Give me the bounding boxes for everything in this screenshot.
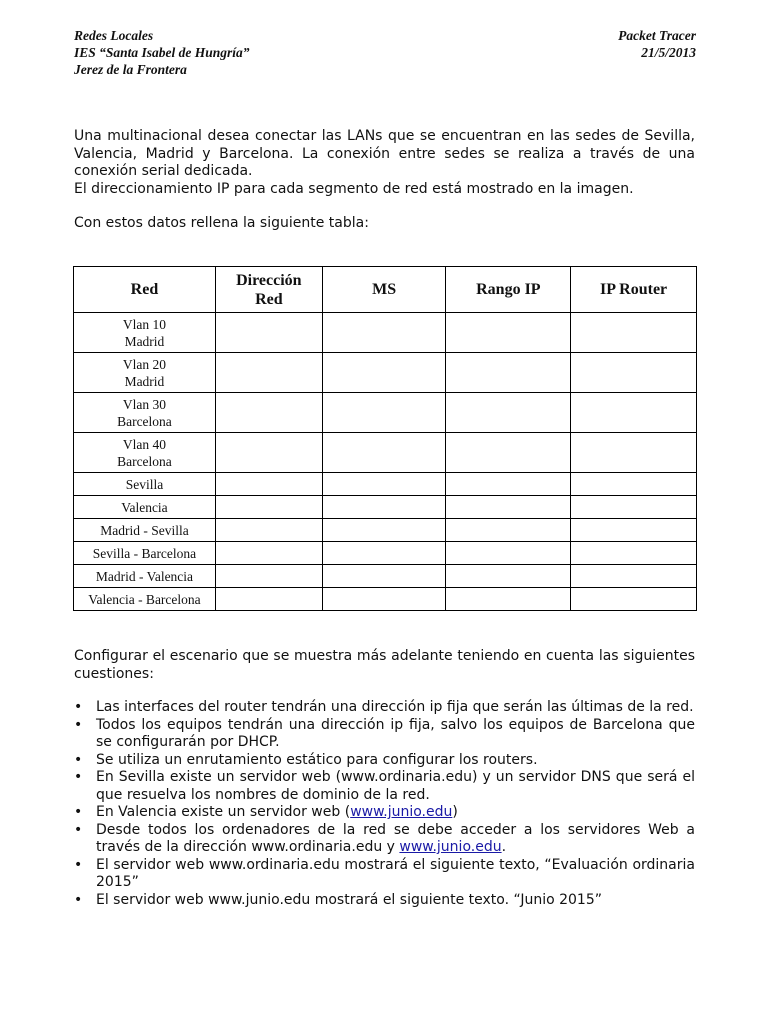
table-cell[interactable]	[446, 313, 571, 353]
table-cell[interactable]	[446, 565, 571, 588]
bullet-icon: •	[74, 716, 83, 733]
header-rango-ip: Rango IP	[446, 267, 571, 313]
list-item	[74, 891, 695, 910]
list-item	[74, 751, 695, 770]
config-section	[74, 648, 695, 908]
list-item	[74, 699, 695, 717]
table-cell[interactable]	[571, 542, 697, 565]
header-ip-router: IP Router	[571, 267, 697, 313]
row-label: Madrid - Valencia	[74, 565, 216, 588]
table-row	[74, 496, 697, 519]
bullet-icon: •	[74, 821, 83, 838]
row-label: Vlan 40 Barcelona	[74, 433, 216, 473]
junio-link[interactable]: www.junio.edu	[350, 804, 453, 820]
table-header-row	[74, 267, 697, 313]
list-item	[74, 804, 695, 822]
table-cell[interactable]	[571, 519, 697, 542]
table-cell[interactable]	[322, 433, 446, 473]
table-cell[interactable]	[446, 393, 571, 433]
requirements-list	[74, 699, 695, 909]
table-cell[interactable]	[571, 313, 697, 353]
course-name: Redes Locales	[74, 28, 154, 43]
list-item	[74, 716, 695, 752]
table-row	[74, 433, 697, 473]
list-item-text: El servidor web www.junio.edu mostrará el siguiente texto. “Junio 2015”	[96, 891, 602, 908]
table-cell[interactable]	[446, 353, 571, 393]
table-cell[interactable]	[215, 542, 322, 565]
table-cell[interactable]	[571, 433, 697, 473]
table-cell[interactable]	[215, 565, 322, 588]
intro-section	[74, 128, 695, 233]
table-cell[interactable]	[322, 393, 446, 433]
table-cell[interactable]	[571, 393, 697, 433]
list-item-text: En Valencia existe un servidor web (	[96, 804, 351, 820]
table-cell[interactable]	[446, 433, 571, 473]
table-cell[interactable]	[446, 588, 571, 611]
table-cell[interactable]	[322, 565, 446, 588]
table-cell[interactable]	[571, 496, 697, 519]
header-direccion-red: Dirección Red	[215, 267, 322, 313]
table-cell[interactable]	[215, 433, 322, 473]
document-header	[74, 27, 696, 78]
row-label: Vlan 20 Madrid	[74, 353, 216, 393]
table-cell[interactable]	[215, 313, 322, 353]
table-row	[74, 353, 697, 393]
row-label: Vlan 10 Madrid	[74, 313, 216, 353]
header-left	[74, 27, 696, 78]
ip-addressing-note: El direccionamiento IP para cada segmento de red está mostrado en la imagen.	[74, 180, 634, 197]
list-item-text: Las interfaces del router tendrán una dirección ip fija que serán las últimas de la red.	[96, 699, 694, 715]
intro-paragraph: Una multinacional desea conectar las LANs que se encuentran en las sedes de Sevilla, Valencia, Madrid y Barcelona. La conexión entre sedes se realiza a través de una conexión serial dedicada.	[74, 128, 695, 179]
table-cell[interactable]	[215, 519, 322, 542]
table-cell[interactable]	[571, 353, 697, 393]
table-cell[interactable]	[322, 353, 446, 393]
table-row	[74, 519, 697, 542]
table-cell[interactable]	[215, 588, 322, 611]
row-label: Vlan 30 Barcelona	[74, 393, 216, 433]
school-name: IES “Santa Isabel de Hungría”	[74, 45, 250, 60]
row-label: Valencia - Barcelona	[74, 588, 216, 611]
bullet-icon: •	[74, 856, 83, 873]
row-label: Valencia	[74, 496, 216, 519]
list-item	[74, 856, 695, 892]
tool-name: Packet Tracer	[618, 28, 696, 43]
table-row	[74, 313, 697, 353]
list-item	[74, 769, 695, 804]
row-label: Sevilla - Barcelona	[74, 542, 216, 565]
table-cell[interactable]	[446, 519, 571, 542]
bullet-icon: •	[74, 891, 83, 908]
list-item-text: Desde todos los ordenadores de la red se debe acceder a los servidores Web a través de la dirección www.ordinaria.edu y	[96, 821, 695, 855]
table-cell[interactable]	[446, 496, 571, 519]
list-item-text: Todos los equipos tendrán una dirección ip fija, salvo los equipos de Barcelona que se configurarán por DHCP.	[96, 716, 695, 750]
list-item	[74, 821, 695, 857]
network-table	[73, 266, 697, 611]
list-item-text: )	[452, 804, 458, 820]
table-cell[interactable]	[446, 542, 571, 565]
row-label: Sevilla	[74, 473, 216, 496]
table-cell[interactable]	[571, 588, 697, 611]
table-instruction: Con estos datos rellena la siguiente tabla:	[74, 215, 369, 231]
bullet-icon: •	[74, 751, 83, 768]
config-intro: Configurar el escenario que se muestra más adelante teniendo en cuenta las siguientes cuestiones:	[74, 648, 695, 682]
table-cell[interactable]	[322, 588, 446, 611]
list-item-text: .	[501, 839, 507, 855]
header-red: Red	[74, 267, 216, 313]
table-cell[interactable]	[215, 353, 322, 393]
table-cell[interactable]	[215, 473, 322, 496]
row-label: Madrid - Sevilla	[74, 519, 216, 542]
table-cell[interactable]	[571, 565, 697, 588]
list-item-text: En Sevilla existe un servidor web (www.ordinaria.edu) y un servidor DNS que será el que resuelva los nombres de dominio de la red.	[96, 769, 695, 803]
table-row	[74, 565, 697, 588]
table-cell[interactable]	[322, 496, 446, 519]
bullet-icon: •	[74, 769, 83, 785]
table-row	[74, 542, 697, 565]
table-row	[74, 393, 697, 433]
table-cell[interactable]	[446, 473, 571, 496]
junio-link[interactable]: www.junio.edu	[399, 839, 502, 855]
bullet-icon: •	[74, 699, 83, 715]
table-cell[interactable]	[215, 496, 322, 519]
list-item-text: El servidor web www.ordinaria.edu mostrará el siguiente texto, “Evaluación ordinaria 2015”	[96, 856, 695, 890]
header-ms: MS	[322, 267, 446, 313]
table-cell[interactable]	[322, 473, 446, 496]
list-item-text: Se utiliza un enrutamiento estático para configurar los routers.	[96, 751, 538, 768]
table-cell[interactable]	[571, 473, 697, 496]
table-cell[interactable]	[322, 313, 446, 353]
table-cell[interactable]	[215, 393, 322, 433]
bullet-icon: •	[74, 804, 83, 820]
table-row	[74, 588, 697, 611]
document-date: 21/5/2013	[641, 45, 696, 60]
city-name: Jerez de la Frontera	[74, 62, 187, 77]
table-cell[interactable]	[322, 542, 446, 565]
header-right	[618, 27, 696, 61]
table-row	[74, 473, 697, 496]
table-cell[interactable]	[322, 519, 446, 542]
